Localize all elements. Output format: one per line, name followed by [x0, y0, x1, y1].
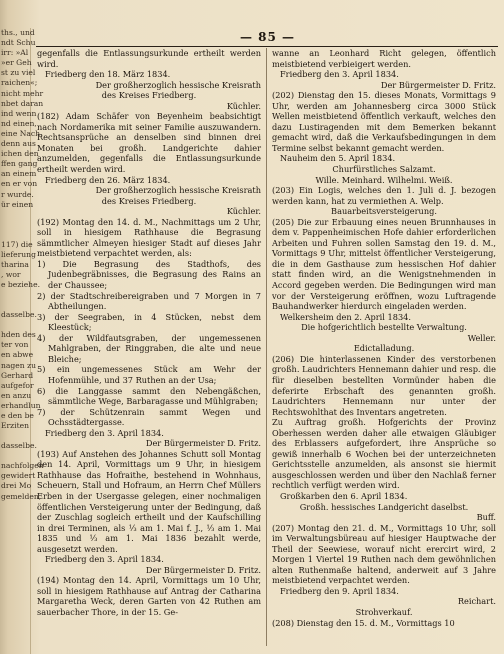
margin-fragment: nagen zu — [1, 360, 36, 370]
left-column-block: Friedberg den 18. März 1834. — [45, 69, 171, 80]
margin-fragment: ndt Schu — [1, 38, 36, 48]
header-rule — [36, 46, 498, 47]
right-column-block: (207) Montag den 21. d. M., Vormittags 10 Uhr, soll im Verwaltungsbüreau auf hiesiger Hauptwache der Theil der Seewiese, worauf nicht erercirt wird, 2 Morgen 1 Viertel 19 Ruthen nach dem gewöhnlichen alten Ruthenmaße haltend, anderweit auf 3 Jahre meistbietend verpachtet werden. — [272, 522, 496, 586]
margin-fragment: , wor — [1, 269, 21, 279]
right-column-block: Friedberg den 3. April 1834. — [280, 69, 399, 80]
left-column-block: (194) Montag den 14. April, Vormittags um 10 Uhr, soll in hiesigem Rathhause auf Antrag der Catharina Margaretha Weck, deren Garten von 42 Ruthen am sauerbacher Thore, in der 15. Ge- — [37, 575, 261, 617]
right-column-block: (206) Die hinterlassenen Kinder des verstorbenen großh. Laudrichters Hennemann dahier und resp. die für dieselben bestellten Vormünder haben die deferirte Erbschaft des genannten großh. Laudrichters Hennemann nur unter der Rechtswohlthat des Inventars angetreten. — [272, 353, 496, 417]
margin-fragment — [0, 300, 30, 310]
left-column-block: Küchler. — [226, 100, 261, 111]
right-column-block: (208) Dienstag den 15. d. M., Vormittags 10 — [272, 617, 455, 628]
margin-fragment — [0, 451, 30, 461]
margin-fragment: Gerhard — [1, 370, 34, 380]
left-column-block: 4) der Wildfautsgraben, der ungemessenen Mahlgraben, der Ringgraben, die alte und neue Bleiche; — [37, 332, 261, 364]
margin-fragment: nachfolgen — [1, 461, 44, 471]
margin-fragment: ind wenn — [1, 108, 37, 118]
left-column-block: 5) ein ungemessenes Stück am Wehr der Hofenmühle, und 37 Ruthen an der Usa; — [37, 364, 261, 385]
margin-fragment: an einem — [1, 169, 37, 179]
right-column-block: Großh. hessisches Landgericht daselbst. — [299, 501, 469, 512]
margin-fragment: erhandlun — [1, 400, 41, 410]
right-column-block: Churfürstliches Salzamt. — [332, 164, 436, 175]
margin-fragment: ter von — [1, 340, 29, 350]
margin-fragment: 117) die — [1, 239, 33, 249]
margin-fragment: en abwe — [1, 350, 34, 360]
margin-fragment: gewidert — [1, 471, 36, 481]
margin-fragment: eine Nach — [1, 128, 41, 138]
left-column-block: 3) der Seegraben, in 4 Stücken, nebst dem Kleestück; — [37, 311, 261, 333]
previous-page-margin-fragments — [0, 28, 44, 654]
left-column-block: 6) die Langgasse sammt den Nebengäßchen, sämmtliche Wege, Barbaragasse und Mühlgraben; — [37, 385, 261, 407]
margin-fragment: lieferung — [1, 249, 36, 259]
margin-fragment: aufgefor — [1, 380, 34, 390]
page-number: — 85 — — [240, 30, 296, 44]
margin-fragment: tharina — [1, 259, 29, 269]
margin-fragment: raichen«; — [1, 78, 38, 88]
right-column-block: Wille. Meinhard. Wilhelmi. Weiß. — [315, 174, 453, 185]
margin-fragment — [0, 210, 30, 220]
margin-fragment: »er Geh — [1, 58, 32, 68]
left-column-block: gegenfalls die Entlassungsurkunde ertheilt werden wird. — [37, 48, 261, 69]
margin-fragment: e beziehe. — [1, 280, 40, 290]
left-column-block: Der Bürgermeister D. Fritz. — [145, 438, 261, 449]
right-column-block: Großkarben den 6. April 1834. — [280, 490, 408, 501]
margin-fragment: en anzu — [1, 390, 32, 400]
margin-fragment: ichen den — [1, 149, 39, 159]
right-column-block: Bauarbeitsversteigerung. — [331, 206, 437, 217]
right-column-block: wanne an Leonhard Richt gelegen, öffentlich meistbietend verbieigert werden. — [272, 48, 496, 69]
right-column-block: Die hofgerichtlich bestellte Verwaltung. — [301, 322, 467, 333]
right-column-block: Weller. — [467, 332, 496, 343]
margin-fragment: ths., und — [1, 28, 35, 37]
margin-fragment: Erziten — [1, 421, 30, 431]
column-divider — [266, 48, 267, 646]
right-column-block: (203) Ein Logis, welches den 1. Juli d. J. bezogen werden kann, hat zu vermiethen A. Welp. — [272, 185, 496, 206]
right-column — [272, 48, 496, 648]
left-column-block: Der großherzoglich hessische Kreisrath — [95, 79, 261, 90]
margin-fragment: gemelden, — [1, 491, 42, 501]
margin-fragment: r wurde. — [1, 189, 34, 199]
margin-fragment: dasselbe. — [1, 441, 37, 451]
margin-fragment: ür einen — [1, 199, 34, 209]
left-column-block: 2) der Stadtschreibereigraben und 7 Morgen in 7 Abtheilungen. — [37, 290, 261, 312]
left-column-block: Der Bürgermeister D. Fritz. — [145, 564, 261, 575]
left-column-block: 1) Die Begrasung des Stadthofs, des Judenbegräbnisses, die Begrasung des Rains an der Chaussee; — [37, 258, 261, 291]
left-column-block: Küchler. — [226, 206, 261, 217]
left-column — [37, 48, 261, 648]
margin-fragment: e den be — [1, 411, 34, 420]
margin-fragment: irr: »Al — [1, 48, 29, 58]
left-column-block: Der großherzoglich hessische Kreisrath — [95, 185, 261, 196]
margin-fragment: st zu viel — [1, 68, 36, 78]
margin-fragment: drei Mo — [1, 481, 32, 491]
left-column-block: Friedberg den 3. April 1834. — [45, 554, 164, 565]
right-column-block: Der Bürgermeister D. Fritz. — [380, 79, 496, 90]
right-column-block: Zu Auftrag großh. Hofgerichts der Provinz Oberhessen werden daher alle etwaigen Gläubiger des Erblassers aufgefordert, ihre Ansprüche so gewiß innerhalb 6 Wochen bei der unterzeichneten Gerichtsstelle anzumelden, als ansonst sie hiermit ausgeschlossen werden und über den Nachlaß ferner rechtlich verfügt werden wird. — [272, 417, 496, 491]
margin-fragment: nbet daran — [1, 98, 44, 108]
left-column-block: Friedberg den 26. März 1834. — [45, 174, 171, 185]
margin-fragment — [0, 220, 30, 230]
margin-fragment: hden des — [1, 330, 36, 340]
right-column-block: Reichart. — [457, 596, 496, 607]
right-column-block: Edictalladung. — [353, 343, 415, 354]
left-column-block: 7) der Schützenrain sammt Wegen und Ochsstädtergasse. — [37, 406, 261, 428]
left-column-block: des Kreises Friedberg. — [101, 195, 197, 206]
margin-fragment: dasselbe. — [1, 310, 37, 320]
margin-fragment: ffen gang — [1, 159, 38, 169]
right-column-block: Nauheim den 5. April 1834. — [280, 153, 396, 164]
left-column-block: Friedberg den 3. April 1834. — [45, 427, 164, 438]
right-column-block: Strohverkauf. — [355, 606, 413, 617]
margin-fragment: nd einen, — [1, 118, 37, 128]
left-column-block: (192) Montag den 14. d. M., Nachmittags um 2 Uhr, soll in hiesigem Rathhause die Begrasung sämmtlicher Almeyen hiesiger Stadt auf dieses Jahr meistbietend verpachtet werden, als: — [37, 216, 261, 259]
margin-fragment — [0, 230, 30, 240]
margin-fragment — [0, 290, 30, 300]
margin-fragment: en er von — [1, 179, 38, 189]
right-column-block: (205) Die zur Erbauung eines neuen Brunnhauses in dem v. Pappenheimischen Hofe dahier erforderlichen Arbeiten und Fuhren sollen Samstag den 19. d. M., Vormittags 9 Uhr, mittelst öffentlicher Versteigerung, die in dem Gasthause zum hessischen Hof dahier statt finden wird, an die Wenigstnehmenden in Accord gegeben werden. Die Bedingungen wird man vor der Versteigerung eröffnen, wozu Luftragende Bauhandwerker hierdurch eingeladen werden. — [272, 216, 496, 312]
margin-fragment — [0, 431, 30, 441]
left-column-block: des Kreises Friedberg. — [101, 90, 197, 101]
right-column-block: Buff. — [476, 512, 496, 523]
margin-fragment: denn aus — [1, 139, 36, 149]
margin-fragment: nicht mehr — [1, 88, 44, 98]
right-column-block: Friedberg den 9. April 1834. — [280, 585, 399, 596]
left-column-block: (182) Adam Schäfer von Beyenheim beabsichtigt nach Nordamerika mit seiner Familie auszuwandern. Rechtsansprüche an denselben sind binnen drei Monaten bei großh. Landgerichte dahier anzumelden, gegenfalls die Entlassungsurkunde ertheilt werden wird. — [37, 111, 261, 175]
left-column-block: (193) Auf Anstehen des Johannes Schutt soll Montag den 14. April, Vormittags um 9 Uhr, in hiesigem Rathhause das Hofraithe, bestehend in Wohnhaus, Scheuern, Stall und Hofraum, an Herrn Chef Müllers Erben in der Usergasse gelegen, einer nochmaligen öffentlichen Versteigerung unter der Bedingung, daß der Zuschlag sogleich ertheilt und der Kaufschilling in drei Terminen, als ⅓ am 1. Mai f. J., ⅓ am 1. Mai 1835 und ⅓ am 1. Mai 1836 bezahlt werde, ausgesetzt werden. — [37, 448, 261, 554]
margin-fragment — [0, 320, 30, 330]
right-column-block: Welkersheim den 2. April 1834. — [280, 311, 411, 322]
right-column-block: (202) Dienstag den 15. dieses Monats, Vormittags 9 Uhr, werden am Johannesberg circa 3000 Stück Wellen meistbietend öffentlich verkauft, welches den dazu Lustiragenden mit dem Bemerken bekannt gemacht wird, daß die Verkaufsbedingungen in dem Termine selbst bekannt gemacht werden. — [272, 90, 496, 153]
